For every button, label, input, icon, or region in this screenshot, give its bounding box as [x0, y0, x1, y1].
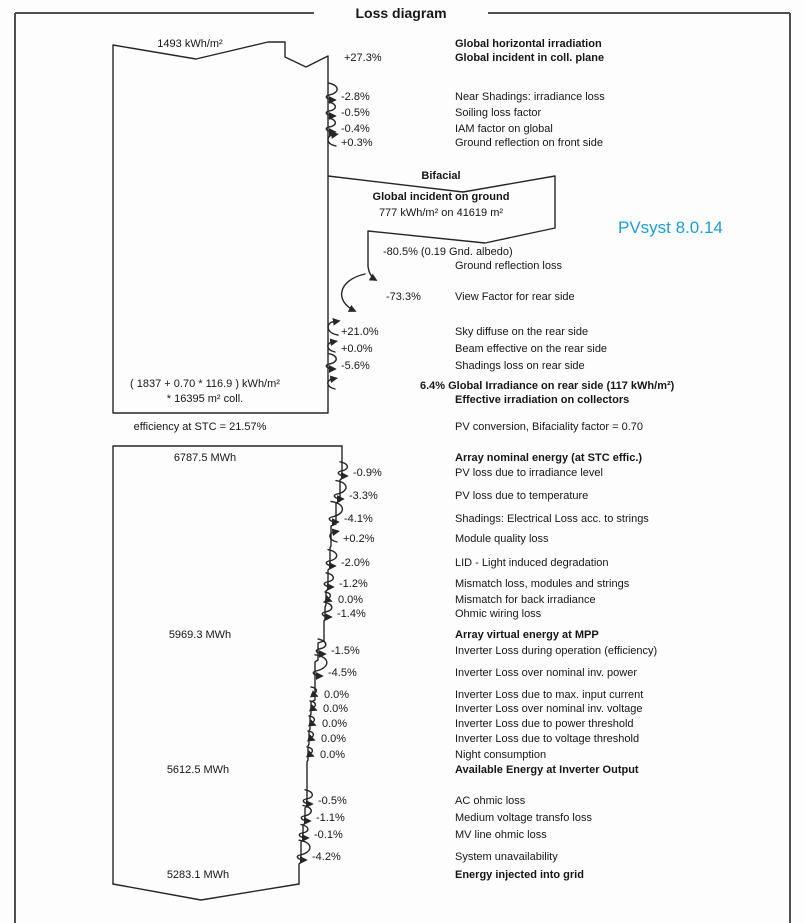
loss-label: Ohmic wiring loss [455, 608, 542, 620]
loss-label: Night consumption [455, 749, 547, 761]
irradiance-box-outline [113, 42, 328, 413]
loss-label: Ground reflection on front side [455, 137, 603, 149]
loss-value: -3.3% [349, 490, 378, 502]
loss-arrow-icon [322, 602, 331, 617]
flow-box-label: ( 1837 + 0.70 * 116.9 ) kWh/m² [130, 378, 280, 390]
energy-value: efficiency at STC = 21.57% [133, 421, 267, 433]
loss-label: Inverter Loss over nominal inv. voltage [455, 703, 643, 715]
energy-value: 5283.1 MWh [166, 869, 230, 881]
loss-value: -2.0% [341, 557, 370, 569]
loss-value: -0.1% [314, 829, 343, 841]
loss-label: Beam effective on the rear side [455, 343, 608, 355]
loss-label: Inverter Loss over nominal inv. power [455, 667, 637, 679]
loss-value: -4.2% [312, 851, 341, 863]
loss-label: IAM factor on global [455, 123, 553, 135]
loss-label: 6.4% Global Irradiance on rear side (117 kWh/m²) [420, 380, 675, 392]
flow-box-label: * 16395 m² coll. [166, 393, 244, 405]
loss-value: 0.0% [321, 733, 347, 745]
loss-label: Array nominal energy (at STC effic.) [455, 452, 643, 464]
loss-arrow-icon [301, 805, 311, 821]
loss-value: +0.0% [341, 343, 373, 355]
loss-label: Array virtual energy at MPP [455, 629, 599, 641]
loss-label: Sky diffuse on the rear side [455, 326, 589, 338]
loss-label: Near Shadings: irradiance loss [455, 91, 605, 103]
loss-label: Inverter Loss due to power threshold [455, 718, 634, 730]
loss-value: -1.5% [331, 645, 360, 657]
flow-box-label: Global incident on ground [372, 191, 510, 203]
loss-value: -1.1% [316, 812, 345, 824]
loss-label: Energy injected into grid [455, 869, 584, 881]
ground-reflection-flow-arrow [368, 266, 376, 280]
loss-label: AC ohmic loss [455, 795, 526, 807]
loss-label: Mismatch loss, modules and strings [455, 578, 630, 590]
loss-label: PV loss due to irradiance level [455, 467, 603, 479]
loss-label: Ground reflection loss [455, 260, 562, 272]
gain-arrow-icon [328, 378, 336, 389]
gain-arrow-icon [328, 134, 337, 146]
loss-label: MV line ohmic loss [455, 829, 547, 841]
energy-value: 6787.5 MWh [173, 452, 237, 464]
loss-label: Shadings loss on rear side [455, 360, 585, 372]
loss-value: -5.6% [341, 360, 370, 372]
loss-label: Inverter Loss due to voltage threshold [455, 733, 640, 745]
loss-value: +0.3% [341, 137, 373, 149]
page-title: Loss diagram [355, 5, 447, 21]
loss-label: PV loss due to temperature [455, 490, 589, 502]
loss-value: -0.5% [318, 795, 347, 807]
gain-arrow-icon [328, 321, 339, 335]
loss-value: -4.5% [328, 667, 357, 679]
loss-value: +0.2% [343, 533, 375, 545]
loss-value: +21.0% [341, 326, 379, 338]
loss-label: View Factor for rear side [455, 291, 575, 303]
loss-value: 0.0% [338, 594, 364, 606]
loss-label: Inverter Loss during operation (efficiency) [455, 645, 658, 657]
loss-label: System unavailability [455, 851, 558, 863]
loss-arrow-icon [338, 462, 347, 476]
output-chevron [113, 884, 299, 900]
zero-arrow-icon [311, 687, 317, 696]
loss-value: -0.5% [341, 107, 370, 119]
loss-label: Global horizontal irradiation [455, 38, 602, 50]
loss-value: -73.3% [386, 291, 421, 303]
loss-value: -4.1% [344, 513, 373, 525]
loss-label: Available Energy at Inverter Output [455, 764, 639, 776]
pvsyst-version-badge: PVsyst 8.0.14 [618, 218, 723, 237]
loss-value: 0.0% [320, 749, 346, 761]
loss-label: Medium voltage transfo loss [455, 812, 592, 824]
flow-box-label: 777 kWh/m² on 41619 m² [378, 207, 504, 219]
loss-arrow-icon [324, 573, 333, 587]
flow-box-label: 1493 kWh/m² [157, 38, 223, 50]
array-box-left-top [113, 446, 342, 884]
loss-label: Shadings: Electrical Loss acc. to strings [455, 513, 649, 525]
loss-label: PV conversion, Bifaciality factor = 0.70 [455, 421, 644, 433]
loss-value: -80.5% (0.19 Gnd. albedo) [383, 246, 513, 258]
loss-label: Mismatch for back irradiance [455, 594, 596, 606]
loss-value: 0.0% [324, 689, 350, 701]
loss-label: Module quality loss [455, 533, 549, 545]
loss-label: Inverter Loss due to max. input current [455, 689, 644, 701]
flow-box-label: Bifacial [421, 170, 461, 182]
loss-value: -1.4% [337, 608, 366, 620]
gain-arrow-icon [328, 341, 336, 352]
loss-label: Effective irradiation on collectors [455, 394, 630, 406]
loss-value: -1.2% [339, 578, 368, 590]
loss-label: Soiling loss factor [455, 107, 542, 119]
loss-value: -0.9% [353, 467, 382, 479]
loss-value: 0.0% [323, 703, 349, 715]
loss-arrow-icon [326, 550, 336, 566]
loss-value: -2.8% [341, 91, 370, 103]
loss-label: LID - Light induced degradation [455, 557, 609, 569]
loss-value: -0.4% [341, 123, 370, 135]
loss-arrow-icon [297, 840, 310, 860]
loss-value: 0.0% [322, 718, 348, 730]
view-factor-arrow [342, 274, 365, 311]
loss-label: Global incident in coll. plane [455, 52, 605, 64]
loss-value: +27.3% [344, 52, 382, 64]
energy-value: 5612.5 MWh [166, 764, 230, 776]
energy-value: 5969.3 MWh [168, 629, 232, 641]
loss-arrow-icon [303, 790, 312, 804]
